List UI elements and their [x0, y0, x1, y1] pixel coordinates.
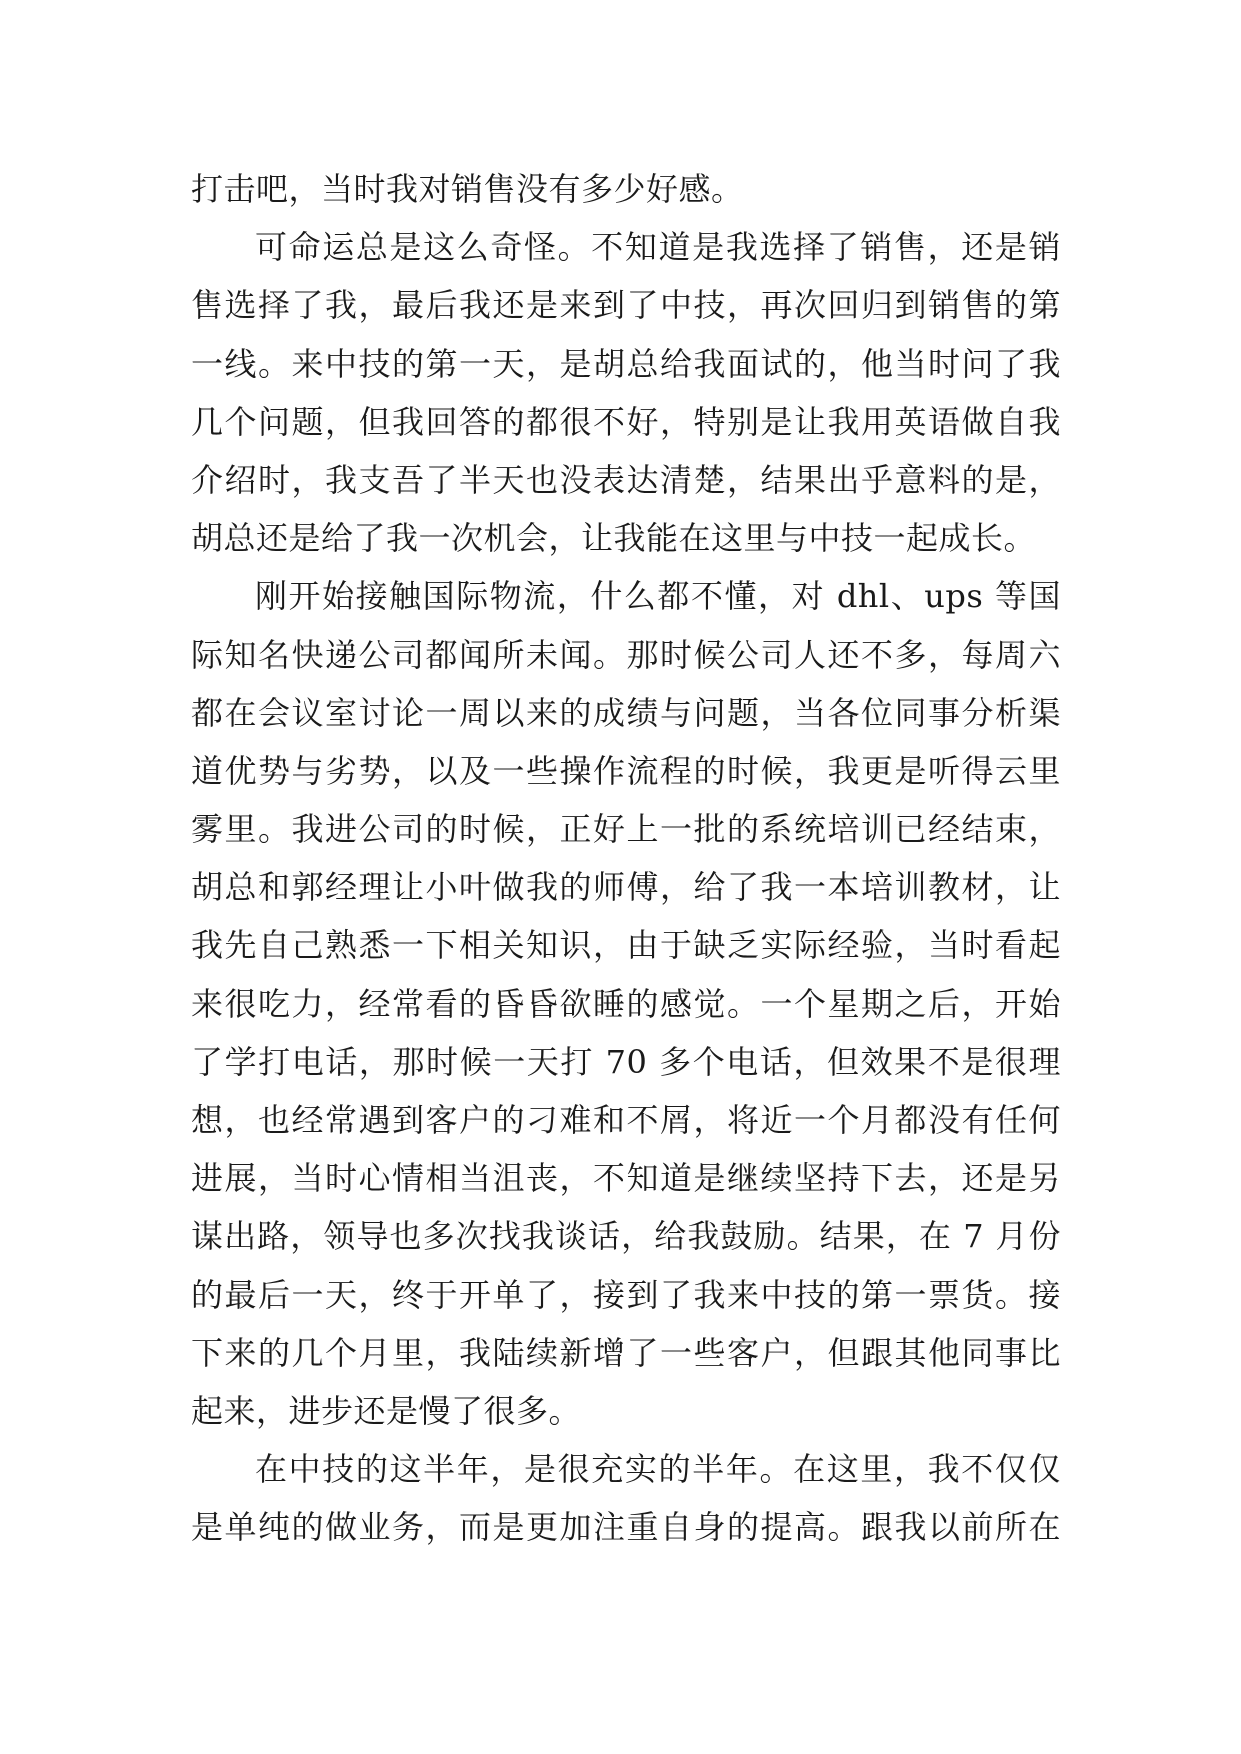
document-body	[191, 160, 1061, 1557]
text-line: 介绍时，我支吾了半天也没表达清楚，结果出乎意料的是，	[191, 460, 1061, 499]
text-line: 起来，进步还是慢了很多。	[191, 1391, 582, 1430]
text-line: 在中技的这半年，是很充实的半年。在这里，我不仅仅	[255, 1450, 1061, 1489]
text-line: 来很吃力，经常看的昏昏欲睡的感觉。一个星期之后，开始	[191, 984, 1061, 1023]
text-line: 想，也经常遇到客户的刁难和不屑，将近一个月都没有任何	[191, 1101, 1061, 1139]
text-line: 雾里。我进公司的时候，正好上一批的系统培训已经结束，	[191, 810, 1061, 849]
text-line: 是单纯的做业务，而是更加注重自身的提高。跟我以前所在	[191, 1508, 1061, 1547]
text-line: 谋出路，领导也多次找我谈话，给我鼓励。结果，在 7 月份	[191, 1217, 1061, 1256]
text-line: 可命运总是这么奇怪。不知道是我选择了销售，还是销	[255, 228, 1061, 267]
text-line: 了学打电话，那时候一天打 70 多个电话，但效果不是很理	[191, 1042, 1061, 1081]
text-line: 刚开始接触国际物流，什么都不懂，对 dhl、ups 等国	[255, 577, 1061, 616]
text-line: 际知名快递公司都闻所未闻。那时候公司人还不多，每周六	[191, 635, 1061, 674]
text-line: 售选择了我，最后我还是来到了中技，再次回归到销售的第	[191, 286, 1061, 325]
text-line: 打击吧，当时我对销售没有多少好感。	[191, 170, 744, 208]
text-line: 胡总还是给了我一次机会，让我能在这里与中技一起成长。	[191, 519, 1037, 558]
text-line: 胡总和郭经理让小叶做我的师傅，给了我一本培训教材，让	[191, 868, 1061, 907]
text-line: 一线。来中技的第一天，是胡总给我面试的，他当时问了我	[191, 344, 1061, 383]
text-line: 进展，当时心情相当沮丧，不知道是继续坚持下去，还是另	[191, 1159, 1061, 1198]
text-line: 几个问题，但我回答的都很不好，特别是让我用英语做自我	[191, 402, 1061, 441]
text-line: 下来的几个月里，我陆续新增了一些客户，但跟其他同事比	[191, 1333, 1061, 1372]
text-line: 的最后一天，终于开单了，接到了我来中技的第一票货。接	[191, 1275, 1061, 1314]
text-line: 道优势与劣势，以及一些操作流程的时候，我更是听得云里	[191, 751, 1061, 790]
text-line: 我先自己熟悉一下相关知识，由于缺乏实际经验，当时看起	[191, 926, 1061, 965]
text-line: 都在会议室讨论一周以来的成绩与问题，当各位同事分析渠	[191, 693, 1061, 732]
